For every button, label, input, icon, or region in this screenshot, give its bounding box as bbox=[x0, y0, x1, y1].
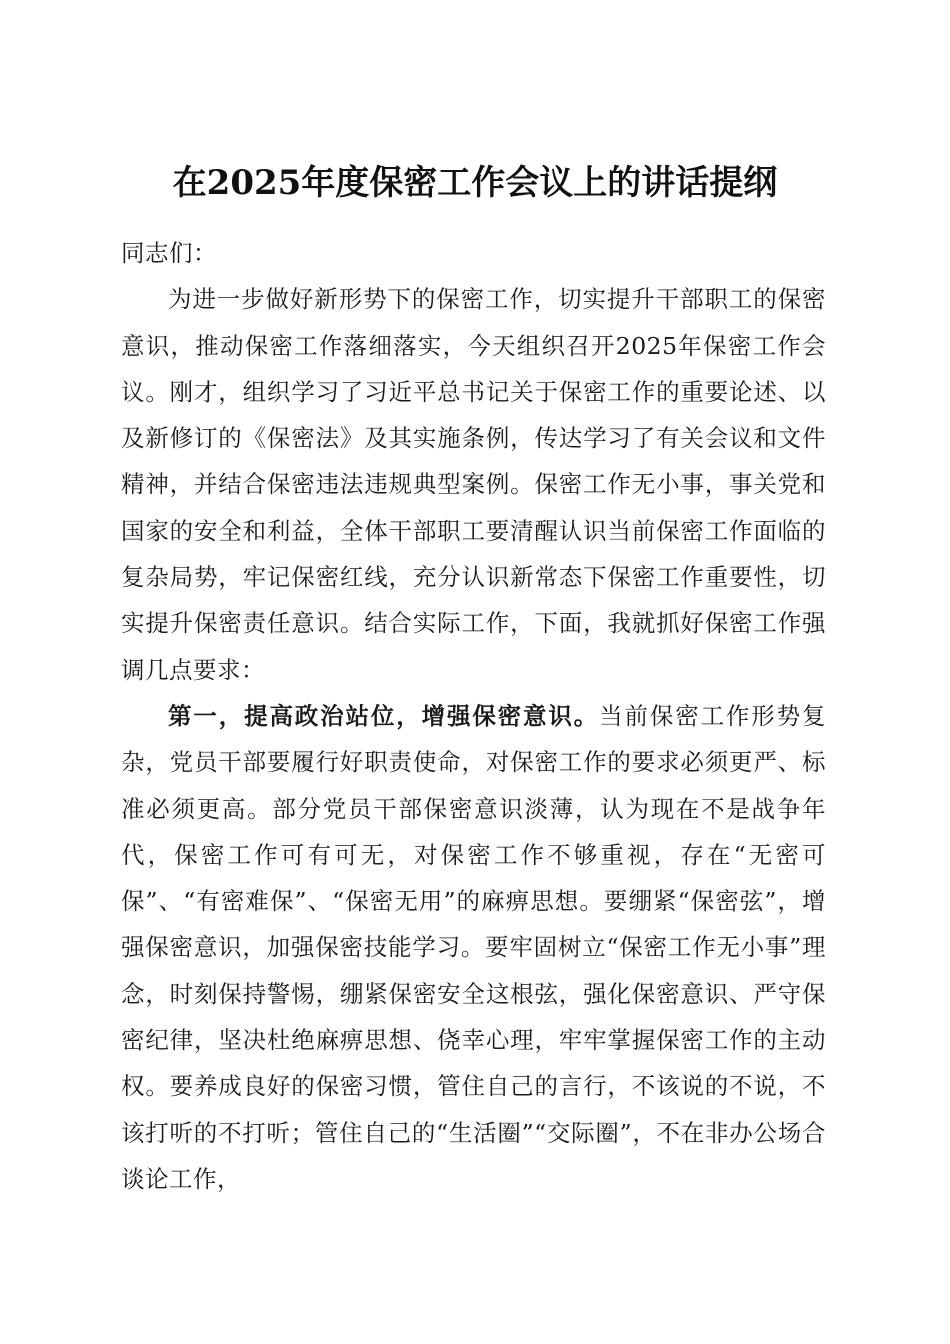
intro-paragraph: 为进一步做好新形势下的保密工作，切实提升干部职工的保密意识，推动保密工作落细落实，今天组织召开2025年保密工作会议。刚才，组织学习了习近平总书记关于保密工作的重要论述、以及新修订的《保密法》及其实施条例，传达学习了有关会议和文件精神，并结合保密违法违规典型案例。保密工作无小事，事关党和国家的安全和利益，全体干部职工要清醒认识当前保密工作面临的复杂局势，牢记保密红线，充分认识新常态下保密工作重要性，切实提升保密责任意识。结合实际工作，下面，我就抓好保密工作强调几点要求： bbox=[121, 285, 826, 684]
document-body bbox=[121, 230, 826, 1202]
document-title: 在2025年度保密工作会议上的讲话提纲 bbox=[172, 162, 778, 203]
section-1-text: 当前保密工作形势复杂，党员干部要履行好职责使命，对保密工作的要求必须更严、标准必须更高。部分党员干部保密意识淡薄，认为现在不是战争年代，保密工作可有可无，对保密工作不够重视，存在“无密可保”、“有密难保”、“保密无用”的麻痹思想。要绷紧“保密弦”，增强保密意识，加强保密技能学习。要牢固树立“保密工作无小事”理念，时刻保持警惕，绷紧保密安全这根弦，强化保密意识、严守保密纪律，坚决杜绝麻痹思想、侥幸心理，牢牢掌握保密工作的主动权。要养成良好的保密习惯，管住自己的言行，不该说的不说，不该打听的不打听；管住自己的“生活圈”“交际圈”，不在非办公场合谈论工作， bbox=[121, 701, 827, 1193]
section-1-heading: 第一，提高政治站位，增强保密意识。 bbox=[168, 701, 600, 730]
salutation: 同志们： bbox=[121, 239, 217, 267]
section-1-paragraph bbox=[121, 693, 826, 1202]
